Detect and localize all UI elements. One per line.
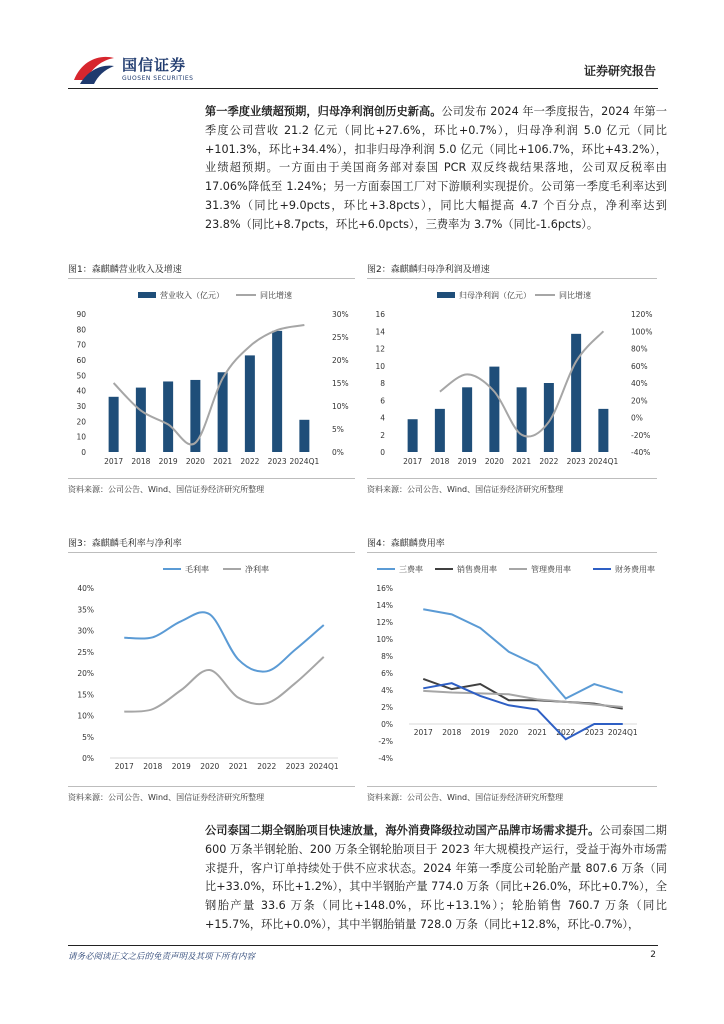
x-tick-label: 2018 bbox=[442, 728, 462, 737]
bar-2018 bbox=[136, 388, 146, 452]
y-tick-label: 8% bbox=[381, 652, 393, 661]
x-tick-label: 2018 bbox=[430, 457, 450, 466]
x-tick-label: 2023 bbox=[566, 457, 586, 466]
y-tick-label: 25% bbox=[77, 647, 94, 657]
x-tick-label: 2022 bbox=[257, 762, 277, 771]
y-left-tick-label: 50 bbox=[76, 371, 86, 381]
y-tick-label: 0% bbox=[381, 720, 393, 729]
legend-label-line: 同比增速 bbox=[559, 291, 591, 300]
y-tick-label: 12% bbox=[376, 618, 393, 627]
y-right-tick-label: 120% bbox=[631, 310, 653, 319]
y-right-tick-label: 30% bbox=[332, 310, 349, 319]
y-right-tick-label: 25% bbox=[332, 333, 349, 342]
y-tick-label: 2% bbox=[381, 703, 393, 712]
brand-name-en: GUOSEN SECURITIES bbox=[122, 75, 194, 82]
y-right-tick-label: 60% bbox=[631, 361, 648, 371]
y-left-tick-label: 6 bbox=[380, 396, 385, 406]
bar-2022 bbox=[245, 355, 255, 452]
x-tick-label: 2019 bbox=[158, 457, 178, 466]
figure4-bottom-rule bbox=[367, 786, 657, 787]
series-line-0 bbox=[124, 612, 324, 671]
y-tick-label: 5% bbox=[82, 732, 94, 742]
figure1-title: 图1：森麒麟营业收入及增速 bbox=[68, 265, 182, 275]
x-tick-label: 2024Q1 bbox=[607, 728, 638, 737]
figure3-chart bbox=[68, 556, 355, 780]
figure3-title-rule bbox=[68, 552, 355, 553]
x-tick-label: 2024Q1 bbox=[289, 457, 320, 466]
bar-2023 bbox=[571, 334, 581, 452]
x-tick-label: 2022 bbox=[556, 728, 576, 737]
figure4-title: 图4：森麒麟费用率 bbox=[367, 539, 445, 549]
y-left-tick-label: 0 bbox=[380, 448, 385, 457]
y-tick-label: 16% bbox=[376, 584, 393, 593]
legend-label-bar: 归母净利润（亿元） bbox=[459, 291, 531, 300]
bar-2019 bbox=[462, 387, 472, 452]
x-tick-label: 2022 bbox=[240, 457, 260, 466]
legend-label-1: 销售费用率 bbox=[457, 565, 497, 574]
y-tick-label: 20% bbox=[77, 669, 94, 678]
paragraph-q1-lead: 第一季度业绩超预期，归母净利润创历史新高。 bbox=[205, 105, 442, 118]
y-left-tick-label: 8 bbox=[380, 379, 385, 388]
x-tick-label: 2020 bbox=[499, 728, 519, 737]
paragraph-q1-body: 公司发布 2024 年一季度报告，2024 年第一季度公司营收 21.2 亿元（同比+27.6%，环比+0.7%），归母净利润 5.0 亿元（同比+101.3%，环比+34.4%），扣非归母净利润 5.0 亿元（同比+106.7%，环比+43.2%），业绩超预期。一方面由于美国商务部对泰国 PCR 双反终裁结果落地，公司双反税率由 17.06%降低至 1.24%；另一方面泰国工厂对下游顺利实现提价。公司第一季度毛利率达到 31.3%（同比+9.0pcts，环比+3.8pcts），同比大幅提高 4.7 个百分点，净利率达到 23.8%（同比+8.7pcts，环比+6.0pcts），三费率为 3.7%（同比-1.6pcts）。 bbox=[205, 105, 667, 231]
legend-label-1: 净利率 bbox=[245, 565, 269, 574]
y-tick-label: 35% bbox=[77, 605, 94, 615]
x-tick-label: 2018 bbox=[131, 457, 151, 466]
y-tick-label: 15% bbox=[77, 690, 94, 700]
y-tick-label: 14% bbox=[376, 601, 393, 610]
x-tick-label: 2019 bbox=[171, 762, 191, 771]
y-left-tick-label: 0 bbox=[81, 448, 86, 457]
brand-name-cn: 国信证券 bbox=[122, 56, 187, 74]
x-tick-label: 2020 bbox=[200, 762, 220, 771]
y-right-tick-label: 15% bbox=[332, 379, 349, 388]
y-right-tick-label: -20% bbox=[631, 430, 651, 440]
header-divider bbox=[68, 88, 658, 89]
y-left-tick-label: 10 bbox=[76, 432, 86, 442]
y-right-tick-label: 40% bbox=[631, 379, 648, 388]
y-right-tick-label: 20% bbox=[631, 396, 648, 406]
figure3-title: 图3：森麒麟毛利率与净利率 bbox=[68, 539, 182, 549]
x-tick-label: 2021 bbox=[512, 457, 532, 466]
x-tick-label: 2023 bbox=[267, 457, 287, 466]
y-left-tick-label: 90 bbox=[76, 310, 86, 319]
paragraph-thailand-lead: 公司泰国二期全钢胎项目快速放量，海外消费降级拉动国产品牌市场需求提升。 bbox=[205, 824, 600, 837]
y-left-tick-label: 4 bbox=[380, 413, 385, 423]
y-right-tick-label: 100% bbox=[631, 327, 653, 337]
y-left-tick-label: 20 bbox=[76, 417, 86, 427]
y-tick-label: -4% bbox=[378, 754, 393, 763]
x-tick-label: 2019 bbox=[457, 457, 477, 466]
figure2-title-rule bbox=[367, 278, 657, 279]
y-tick-label: 4% bbox=[381, 686, 393, 695]
y-left-tick-label: 80 bbox=[76, 325, 86, 335]
footer-divider bbox=[68, 945, 658, 946]
figure4-title-rule bbox=[367, 552, 657, 553]
y-right-tick-label: 10% bbox=[332, 402, 349, 411]
bar-2024Q1 bbox=[598, 409, 608, 452]
y-left-tick-label: 10 bbox=[375, 361, 385, 371]
bar-2017 bbox=[109, 397, 119, 452]
y-left-tick-label: 70 bbox=[76, 340, 86, 350]
y-right-tick-label: 0% bbox=[631, 413, 643, 423]
y-tick-label: -2% bbox=[378, 737, 393, 746]
report-type: 证券研究报告 bbox=[583, 64, 656, 78]
y-left-tick-label: 16 bbox=[375, 310, 385, 319]
y-right-tick-label: 0% bbox=[332, 448, 344, 457]
figure1-chart bbox=[68, 282, 355, 472]
x-tick-label: 2017 bbox=[413, 728, 433, 737]
legend-swatch-bar bbox=[138, 292, 156, 298]
y-left-tick-label: 40 bbox=[76, 386, 86, 396]
figure3-bottom-rule bbox=[68, 786, 355, 787]
paragraph-thailand-project bbox=[205, 822, 667, 935]
legend-swatch-bar bbox=[437, 292, 455, 298]
y-tick-label: 40% bbox=[77, 584, 94, 593]
y-right-tick-label: 5% bbox=[332, 425, 344, 434]
x-tick-label: 2021 bbox=[213, 457, 233, 466]
series-line-2 bbox=[423, 691, 623, 707]
x-tick-label: 2021 bbox=[228, 762, 248, 771]
y-right-tick-label: 20% bbox=[332, 356, 349, 365]
x-tick-label: 2023 bbox=[285, 762, 305, 771]
paragraph-thailand-body: 公司泰国二期 600 万条半钢轮胎、200 万条全钢轮胎项目于 2023 年大规模投产运行，受益于海外市场需求提升，客户订单持续处于供不应求状态。2024 年第一季度公司轮胎产量 807.6 万条（同比+33.0%，环比+1.2%），其中半钢胎产量 774.0 万条（同比+26.0%，环比+0.7%），全钢胎产量 33.6 万条（同比+148.0%，环比+13.1%）；轮胎销售 760.7 万条（同比+15.7%，环比+0.0%），其中半钢胎销量 728.0 万条（同比+12.8%，环比-0.7%）， bbox=[205, 824, 667, 931]
legend-label-2: 管理费用率 bbox=[531, 565, 571, 574]
y-tick-label: 10% bbox=[376, 635, 393, 644]
bar-2018 bbox=[435, 409, 445, 452]
x-tick-label: 2021 bbox=[527, 728, 547, 737]
y-left-tick-label: 2 bbox=[380, 430, 385, 440]
legend-label-3: 财务费用率 bbox=[615, 565, 655, 574]
figure2-chart bbox=[367, 282, 657, 472]
x-tick-label: 2024Q1 bbox=[588, 457, 619, 466]
figure4-source: 资料来源：公司公告、Wind、国信证券经济研究所整理 bbox=[367, 793, 564, 802]
y-left-tick-label: 12 bbox=[375, 344, 385, 354]
figure4-chart bbox=[367, 556, 657, 780]
y-left-tick-label: 30 bbox=[76, 402, 86, 411]
figure2-source: 资料来源：公司公告、Wind、国信证券经济研究所整理 bbox=[367, 485, 564, 494]
x-tick-label: 2017 bbox=[114, 762, 134, 771]
footer-disclaimer: 请务必阅读正文之后的免责声明及其项下所有内容 bbox=[68, 952, 256, 962]
x-tick-label: 2019 bbox=[470, 728, 490, 737]
legend-label-0: 毛利率 bbox=[185, 565, 209, 574]
y-left-tick-label: 14 bbox=[375, 327, 385, 337]
x-tick-label: 2023 bbox=[584, 728, 604, 737]
figure1-bottom-rule bbox=[68, 478, 355, 479]
bar-2021 bbox=[517, 387, 527, 452]
x-tick-label: 2018 bbox=[143, 762, 163, 771]
bar-2017 bbox=[408, 419, 418, 452]
bar-2019 bbox=[163, 381, 173, 452]
page-number: 2 bbox=[650, 950, 656, 960]
series-line-1 bbox=[124, 657, 324, 712]
figure1-title-rule bbox=[68, 278, 355, 279]
x-tick-label: 2020 bbox=[484, 457, 504, 466]
x-tick-label: 2017 bbox=[104, 457, 124, 466]
x-tick-label: 2024Q1 bbox=[308, 762, 339, 771]
x-tick-label: 2020 bbox=[185, 457, 205, 466]
y-tick-label: 6% bbox=[381, 669, 393, 678]
x-tick-label: 2022 bbox=[539, 457, 559, 466]
paragraph-q1-results bbox=[205, 103, 667, 235]
bar-2024Q1 bbox=[299, 420, 309, 452]
figure2-bottom-rule bbox=[367, 478, 657, 479]
y-tick-label: 10% bbox=[77, 711, 94, 721]
figure1-source: 资料来源：公司公告、Wind、国信证券经济研究所整理 bbox=[68, 485, 265, 494]
series-line-0 bbox=[423, 609, 623, 698]
y-tick-label: 0% bbox=[82, 754, 94, 763]
figure2-title: 图2：森麒麟归母净利润及增速 bbox=[367, 265, 490, 275]
legend-label-bar: 营业收入（亿元） bbox=[160, 291, 224, 300]
y-right-tick-label: 80% bbox=[631, 344, 648, 354]
legend-label-line: 同比增速 bbox=[260, 291, 292, 300]
guosen-logo-mark bbox=[72, 50, 116, 86]
y-right-tick-label: -40% bbox=[631, 448, 651, 457]
legend-label-0: 三费率 bbox=[399, 565, 423, 574]
bar-2020 bbox=[190, 380, 200, 452]
y-left-tick-label: 60 bbox=[76, 356, 86, 365]
y-tick-label: 30% bbox=[77, 626, 94, 636]
bar-2020 bbox=[489, 367, 499, 452]
figure3-source: 资料来源：公司公告、Wind、国信证券经济研究所整理 bbox=[68, 793, 265, 802]
x-tick-label: 2017 bbox=[403, 457, 423, 466]
bar-2023 bbox=[272, 331, 282, 452]
